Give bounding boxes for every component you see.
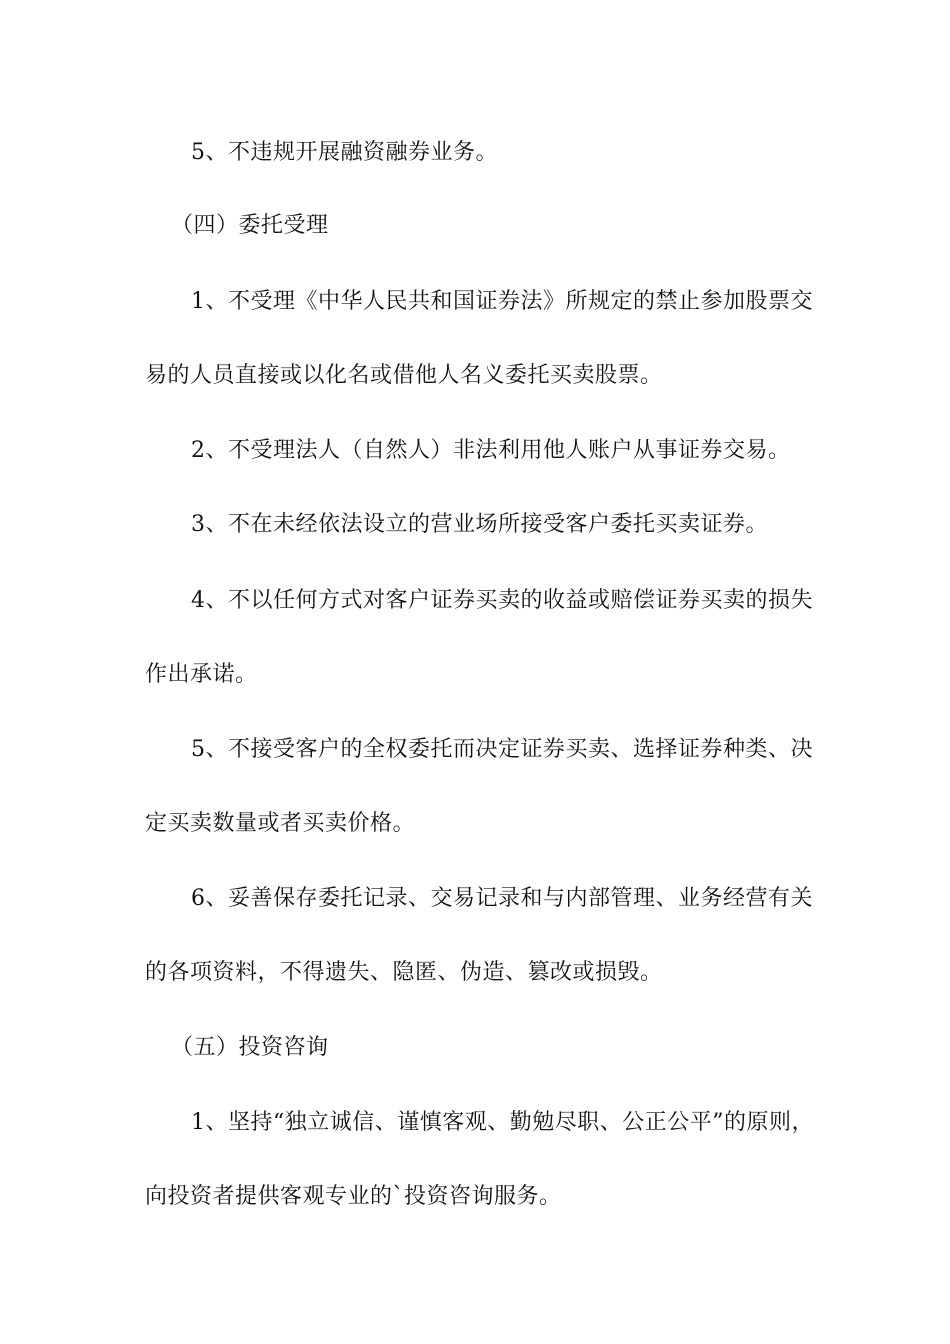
section-heading: （五）投资咨询 [171, 1035, 329, 1060]
paragraph-line: 5、不违规开展融资融券业务。 [191, 140, 498, 165]
paragraph-line: 3、不在未经依法设立的营业场所接受客户委托买卖证券。 [191, 512, 768, 537]
paragraph-line: 向投资者提供客观专业的`投资咨询服务。 [145, 1184, 562, 1209]
paragraph-line: 定买卖数量或者买卖价格。 [145, 811, 416, 836]
paragraph-line: 的各项资料，不得遗失、隐匿、伪造、篡改或损毁。 [145, 960, 663, 985]
section-heading: （四）委托受理 [171, 213, 329, 238]
paragraph-line: 2、不受理法人（自然人）非法利用他人账户从事证券交易。 [191, 438, 791, 463]
paragraph-line: 6、妥善保存委托记录、交易记录和与内部管理、业务经营有关 [191, 886, 813, 911]
paragraph-line: 1、不受理《中华人民共和国证券法》所规定的禁止参加股票交 [191, 289, 813, 314]
paragraph-line: 5、不接受客户的全权委托而决定证券买卖、选择证券种类、决 [191, 737, 813, 762]
paragraph-line: 1、坚持“独立诚信、谨慎客观、勤勉尽职、公正公平”的原则， [191, 1110, 814, 1135]
paragraph-line: 4、不以任何方式对客户证券买卖的收益或赔偿证券买卖的损失 [191, 588, 813, 613]
paragraph-line: 作出承诺。 [145, 662, 258, 687]
paragraph-line: 易的人员直接或以化名或借他人名义委托买卖股票。 [145, 363, 663, 388]
